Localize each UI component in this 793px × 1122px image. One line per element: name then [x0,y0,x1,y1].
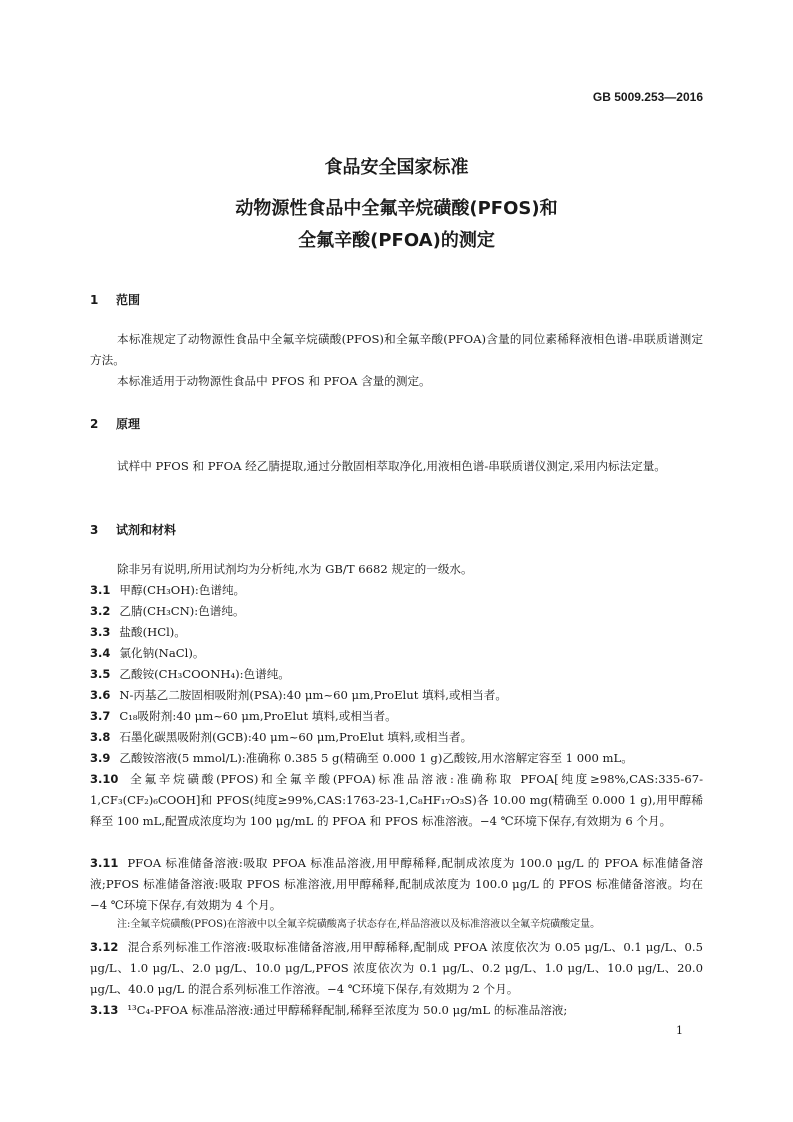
item-number: 3.10 [90,772,119,786]
item-text: 乙腈(CH₃CN):色谱纯。 [119,604,245,618]
item-number: 3.1 [90,583,111,597]
reagent-item [90,685,703,706]
section-number: 1 [90,293,99,307]
section-title: 范围 [116,293,141,307]
item-text: 甲醇(CH₃OH):色谱纯。 [119,583,246,597]
item-number: 3.4 [90,646,111,660]
section-heading-reagents [90,521,176,538]
item-number: 3.2 [90,604,111,618]
item-text: 乙酸铵溶液(5 mmol/L):准确称 0.385 5 g(精确至 0.000 1 g)乙酸铵,用水溶解定容至 1 000 mL。 [119,751,633,765]
item-text: PFOA 标准储备溶液:吸取 PFOA 标准品溶液,用甲醇稀释,配制成浓度为 100.0 μg/L 的 PFOA 标准储备溶液;PFOS 标准储备溶液:吸取 PFOS 标准溶液,用甲醇稀释,配制成浓度为 100.0 μg/L 的 PFOS 标准储备溶液。均在−4 ℃环境下保存,有效期为 4 个月。 [90,856,703,912]
section-title: 原理 [116,417,141,431]
item-text: 氯化钠(NaCl)。 [119,646,205,660]
reagent-item [90,727,703,748]
section-title: 试剂和材料 [116,523,177,537]
reagent-item [90,769,703,832]
reagent-item [90,1000,703,1021]
item-number: 3.11 [90,856,119,870]
reagent-item [90,748,703,769]
item-number: 3.5 [90,667,111,681]
reagents-intro: 除非另有说明,所用试剂均为分析纯,水为 GB/T 6682 规定的一级水。 [117,562,473,576]
item-number: 3.8 [90,730,111,744]
reagent-item [90,664,703,685]
item-number: 3.3 [90,625,111,639]
scope-paragraph-2: 本标准适用于动物源性食品中 PFOS 和 PFOA 含量的测定。 [117,374,431,388]
item-text: 石墨化碳黑吸附剂(GCB):40 μm~60 μm,ProElut 填料,或相当者。 [119,730,473,744]
reagent-item [90,580,703,601]
item-text: 混合系列标准工作溶液:吸取标准储备溶液,用甲醇稀释,配制成 PFOA 浓度依次为 0.05 μg/L、0.1 μg/L、0.5 μg/L、1.0 μg/L、2.0 μg/L、10.0 μg/L,PFOS 浓度依次为 0.1 μg/L、0.2 μg/L、1.0 μg/L、10.0 μg/L、20.0 μg/L、40.0 μg/L 的混合系列标准工作溶液。−4 ℃环境下保存,有效期为 2 个月。 [90,940,703,996]
item-text: C₁₈吸附剂:40 μm~60 μm,ProElut 填料,或相当者。 [119,709,397,723]
section-number: 2 [90,417,99,431]
document-title-line-3: 全氟辛酸(PFOA)的测定 [298,230,495,251]
item-text: N-丙基乙二胺固相吸附剂(PSA):40 μm~60 μm,ProElut 填料,或相当者。 [119,688,507,702]
reagent-item [90,937,703,1000]
standard-number: GB 5009.253—2016 [592,90,703,104]
reagent-item [90,622,703,643]
item-text: 乙酸铵(CH₃COONH₄):色谱纯。 [119,667,290,681]
item-number: 3.13 [90,1003,119,1017]
section-number: 3 [90,523,99,537]
section-heading-scope [90,291,140,308]
note-text: 注:全氟辛烷磺酸(PFOS)在溶液中以全氟辛烷磺酸离子状态存在,样品溶液以及标准溶液以全氟辛烷磺酸定量。 [117,919,601,930]
reagent-item [90,643,703,664]
document-title-line-1: 食品安全国家标准 [324,157,469,178]
item-text: 盐酸(HCl)。 [119,625,186,639]
item-number: 3.7 [90,709,111,723]
principle-paragraph: 试样中 PFOS 和 PFOA 经乙腈提取,通过分散固相萃取净化,用液相色谱-串联质谱仪测定,采用内标法定量。 [117,459,666,473]
item-text: ¹³C₄-PFOA 标准品溶液:通过甲醇稀释配制,稀释至浓度为 50.0 μg/mL 的标准品溶液; [127,1003,568,1017]
item-number: 3.6 [90,688,111,702]
reagent-item [90,706,703,727]
page-number: 1 [676,1024,683,1037]
reagent-item [90,853,703,916]
document-title-line-2: 动物源性食品中全氟辛烷磺酸(PFOS)和 [235,198,558,219]
section-heading-principle [90,415,140,432]
item-number: 3.9 [90,751,111,765]
scope-paragraph-1: 本标准规定了动物源性食品中全氟辛烷磺酸(PFOS)和全氟辛酸(PFOA)含量的同位素稀释液相色谱-串联质谱测定方法。 [90,332,703,367]
item-number: 3.12 [90,940,119,954]
reagent-item [90,601,703,622]
item-text: 全氟辛烷磺酸(PFOS)和全氟辛酸(PFOA)标准品溶液:准确称取 PFOA[纯度≥98%,CAS:335-67-1,CF₃(CF₂)₆COOH]和 PFOS(纯度≥99%,CAS:1763-23-1,C₈HF₁₇O₃S)各 10.00 mg(精确至 0.000 1 g),用甲醇稀释至 100 mL,配置成浓度均为 100 μg/mL 的 PFOA 和 PFOS 标准溶液。−4 ℃环境下保存,有效期为 6 个月。 [90,772,703,828]
